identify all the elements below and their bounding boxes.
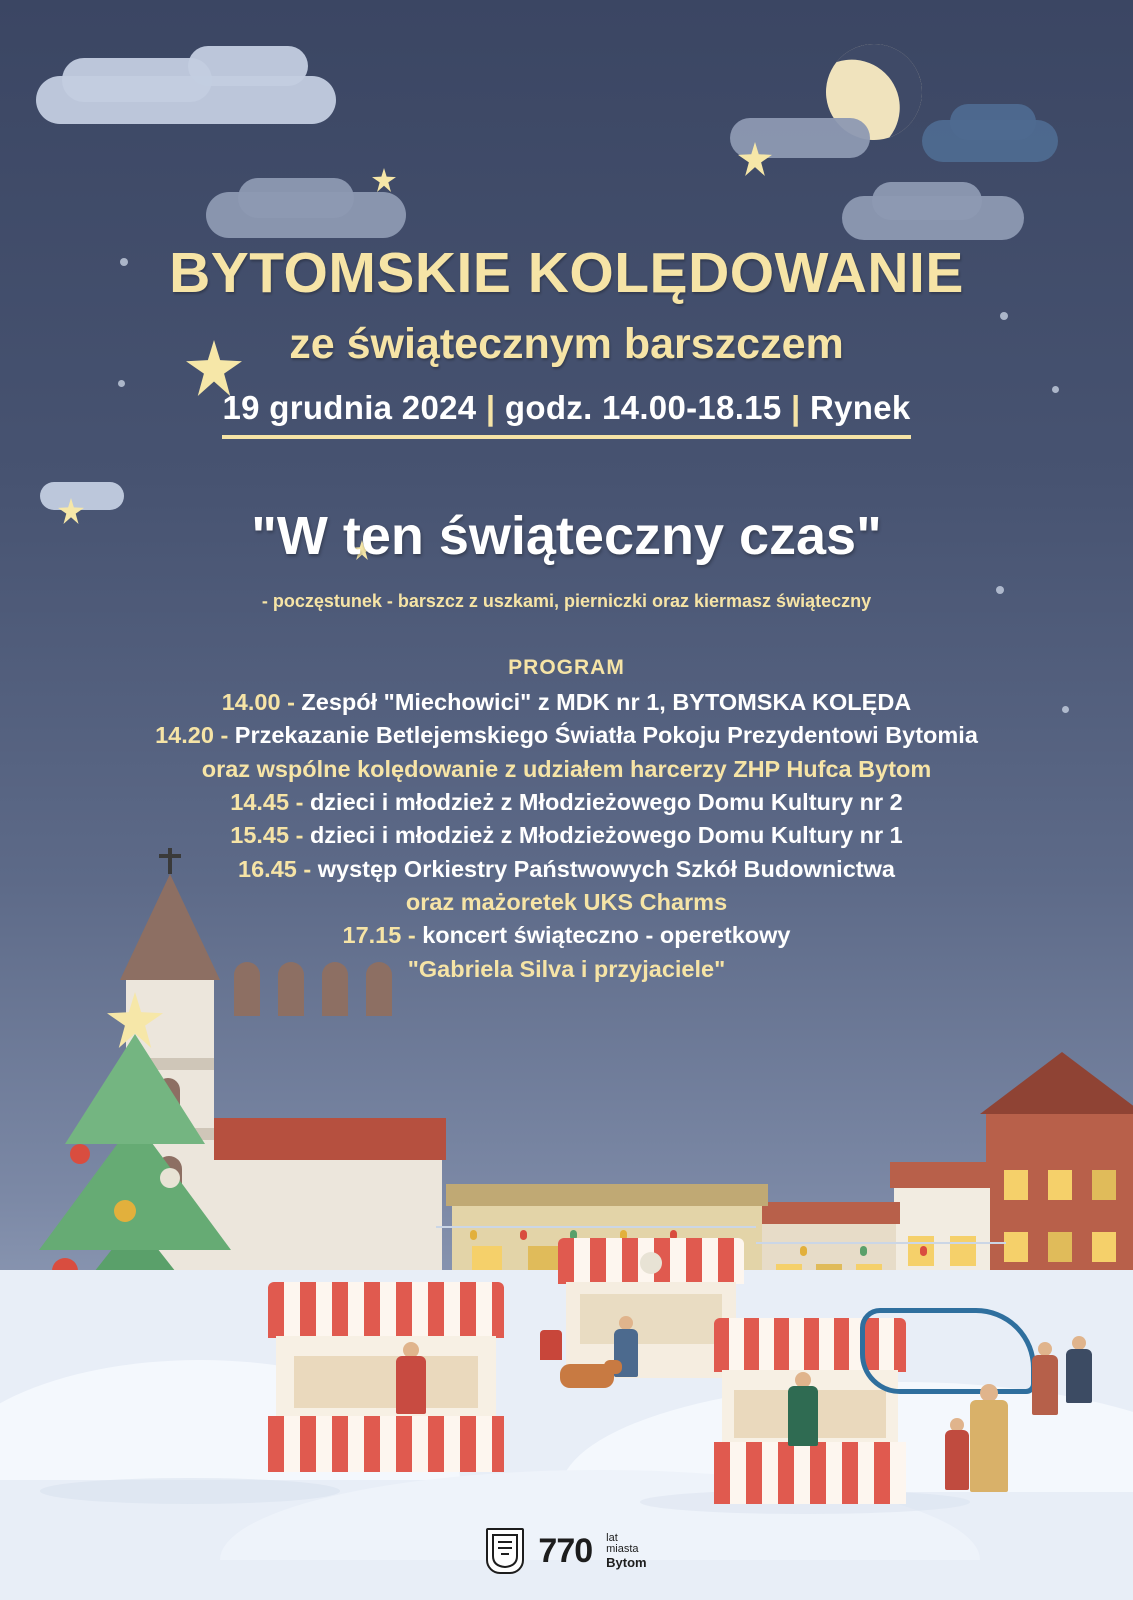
program-text: koncert świąteczno - operetkowy bbox=[422, 922, 791, 949]
program-time: 14.20 bbox=[155, 722, 214, 749]
page-subtitle: ze świątecznym barszczem bbox=[289, 319, 844, 368]
program-row bbox=[0, 686, 1133, 719]
garland-bulb bbox=[800, 1246, 807, 1256]
roof-icon bbox=[446, 1184, 768, 1206]
program-time: 14.45 bbox=[230, 788, 290, 815]
program-time: 15.45 bbox=[230, 822, 290, 849]
person-figure bbox=[786, 1372, 820, 1448]
anniversary-line-2: miasta bbox=[606, 1543, 639, 1556]
mailbox-icon bbox=[540, 1330, 562, 1360]
city-scene bbox=[0, 900, 1133, 1600]
garland-bulb bbox=[860, 1246, 867, 1256]
sleigh-icon bbox=[860, 1308, 1036, 1394]
footer-logo bbox=[0, 1528, 1133, 1574]
program-row-continuation: "Gabriela Silva i przyjaciele" bbox=[407, 955, 726, 982]
garland-bulb bbox=[520, 1230, 527, 1240]
anniversary-line-1: lat bbox=[606, 1531, 618, 1544]
program-dash: - bbox=[287, 688, 295, 715]
program-text: dzieci i młodzież z Młodzieżowego Domu Kultury nr 2 bbox=[309, 788, 903, 815]
church-spire bbox=[120, 874, 220, 980]
garland-icon bbox=[756, 1242, 1006, 1244]
anniversary-number: 770 bbox=[538, 1531, 593, 1570]
program-dash: - bbox=[295, 788, 304, 815]
person-figure bbox=[1064, 1336, 1094, 1404]
program-text: dzieci i młodzież z Młodzieżowego Domu Kultury nr 1 bbox=[309, 822, 903, 849]
event-date: 19 grudnia 2024 bbox=[222, 388, 477, 426]
page-title: BYTOMSKIE KOLĘDOWANIE bbox=[169, 241, 964, 305]
program-dash: - bbox=[295, 822, 304, 849]
snow-shadow bbox=[40, 1478, 340, 1504]
dog-head-icon bbox=[604, 1360, 622, 1374]
anniversary-line-3: Bytom bbox=[606, 1554, 647, 1570]
garland-bulb bbox=[920, 1246, 927, 1256]
roof-icon bbox=[756, 1202, 900, 1224]
program-dash: - bbox=[220, 722, 229, 749]
event-time: godz. 14.00-18.15 bbox=[504, 388, 782, 426]
program-text: występ Orkiestry Państwowych Szkół Budownictwa bbox=[317, 855, 895, 882]
treat-line: - poczęstunek - barszcz z uszkami, pierniczki oraz kiermasz świąteczny bbox=[261, 590, 872, 611]
roof-icon bbox=[890, 1162, 994, 1188]
program-row bbox=[0, 719, 1133, 752]
person-figure bbox=[944, 1418, 970, 1492]
program-row bbox=[0, 786, 1133, 819]
tree-layer bbox=[65, 1034, 205, 1144]
person-figure bbox=[394, 1342, 428, 1416]
program-dash: - bbox=[407, 922, 416, 949]
bauble-icon bbox=[114, 1200, 136, 1222]
anniversary-text bbox=[606, 1533, 646, 1570]
program-text: Przekazanie Betlejemskiego Światła Pokoju Prezydentowi Bytomia bbox=[234, 722, 978, 749]
program-row-continuation: oraz mażoretek UKS Charms bbox=[405, 889, 728, 915]
detail-separator: | bbox=[790, 388, 801, 426]
garland-icon bbox=[436, 1226, 756, 1228]
program-time: 17.15 bbox=[342, 922, 402, 949]
program-row-continuation: oraz wspólne kolędowanie z udziałem harcerzy ZHP Hufca Bytom bbox=[201, 755, 932, 782]
detail-separator: | bbox=[485, 388, 496, 426]
garland-bulb bbox=[470, 1230, 477, 1240]
cross-icon bbox=[168, 848, 172, 874]
event-motto: "W ten świąteczny czas" bbox=[251, 505, 882, 566]
market-stall-left bbox=[268, 1282, 504, 1472]
city-crest-icon bbox=[486, 1528, 524, 1574]
event-place: Rynek bbox=[809, 388, 911, 426]
program-text: Zespół "Miechowici" z MDK nr 1, BYTOMSKA KOLĘDA bbox=[301, 688, 912, 715]
person-figure bbox=[968, 1384, 1010, 1494]
bauble-icon bbox=[70, 1144, 90, 1164]
program-time: 14.00 bbox=[221, 688, 281, 715]
stall-clock-icon bbox=[640, 1252, 662, 1274]
bauble-icon bbox=[160, 1168, 180, 1188]
crest-svg bbox=[492, 1534, 518, 1568]
program-time: 16.45 bbox=[238, 855, 297, 882]
program-dash: - bbox=[303, 855, 312, 882]
person-figure bbox=[1030, 1342, 1060, 1416]
event-details-bar bbox=[222, 389, 910, 439]
program-heading: PROGRAM bbox=[508, 655, 625, 679]
roof-icon bbox=[980, 1052, 1133, 1114]
